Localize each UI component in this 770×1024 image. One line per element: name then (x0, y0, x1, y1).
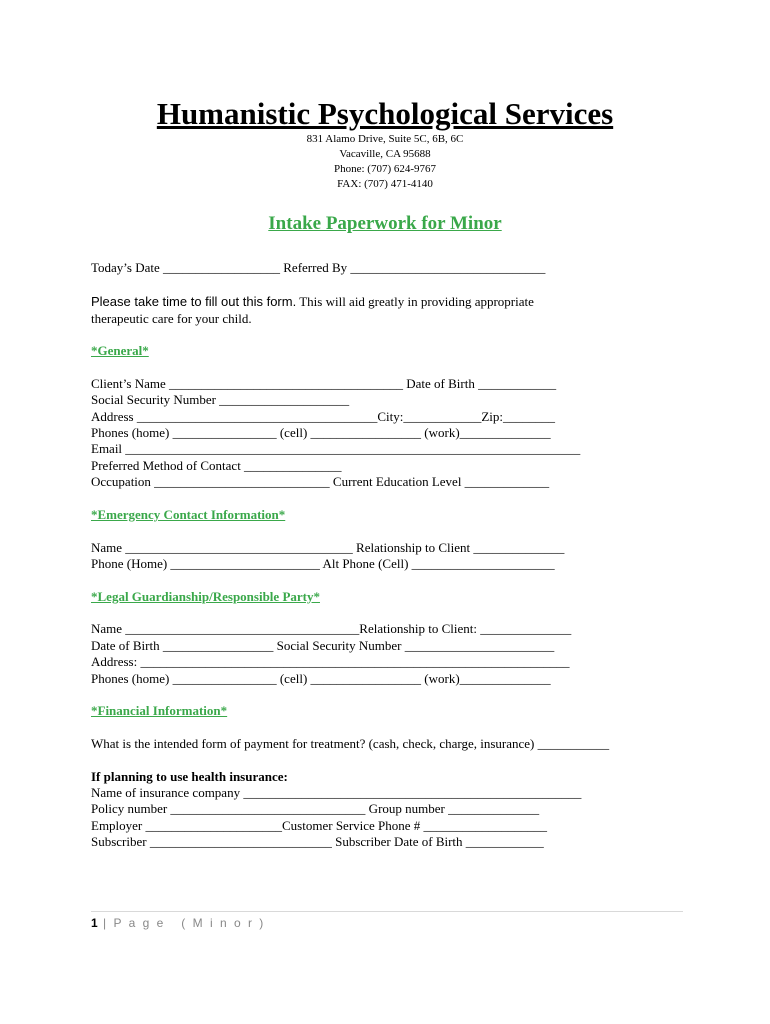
policy-number-field[interactable]: Policy number ______________________________ Group number ______________ (91, 801, 540, 816)
intro-line-2: therapeutic care for your child. (91, 311, 252, 326)
address-field[interactable]: Address _____________________________________City:____________Zip:________ (91, 409, 556, 424)
page-number: 1 (91, 916, 98, 930)
page-title: Humanistic Psychological Services (156, 96, 614, 131)
ssn-field[interactable]: Social Security Number ____________________ (91, 392, 350, 407)
page-footer (91, 915, 265, 931)
occupation-field[interactable]: Occupation ___________________________ Current Education Level _____________ (91, 474, 550, 489)
emergency-phone-field[interactable]: Phone (Home) _______________________ Alt Phone (Cell) ______________________ (91, 556, 555, 571)
emergency-section-heading: *Emergency Contact Information* (91, 507, 286, 522)
intro-text-part1: Please take time to fill out this form. (91, 294, 297, 309)
phone-number: Phone: (707) 624-9767 (333, 163, 437, 175)
employer-field[interactable]: Employer _____________________Customer Service Phone # ___________________ (91, 818, 548, 833)
guardian-section-heading: *Legal Guardianship/Responsible Party* (91, 589, 320, 604)
general-section-heading: *General* (91, 343, 149, 358)
address-line-1: 831 Alamo Drive, Suite 5C, 6B, 6C (306, 133, 464, 145)
guardian-name-field[interactable]: Name ____________________________________Relationship to Client: ______________ (91, 621, 572, 636)
address-line-2: Vacaville, CA 95688 (339, 148, 431, 160)
footer-divider (91, 911, 683, 912)
page-label: | P a g e ( M i n o r ) (97, 916, 266, 930)
client-name-field[interactable]: Client’s Name ____________________________________ Date of Birth ____________ (91, 376, 557, 391)
intro-text-part2: This will aid greatly in providing appropriate (296, 294, 534, 309)
fax-number: FAX: (707) 471-4140 (337, 178, 433, 190)
guardian-address-field[interactable]: Address: __________________________________________________________________ (91, 654, 570, 669)
guardian-dob-field[interactable]: Date of Birth _________________ Social Security Number _______________________ (91, 638, 555, 653)
phones-field[interactable]: Phones (home) ________________ (cell) _________________ (work)______________ (91, 425, 551, 440)
financial-section-heading: *Financial Information* (91, 703, 228, 718)
insurance-company-field[interactable]: Name of insurance company ____________________________________________________ (91, 785, 582, 800)
payment-question-field[interactable]: What is the intended form of payment for treatment? (cash, check, charge, insurance) ___________ (91, 736, 610, 751)
todays-date-line[interactable]: Today’s Date __________________ Referred By ______________________________ (91, 260, 546, 275)
insurance-heading: If planning to use health insurance: (91, 769, 288, 784)
form-subtitle: Intake Paperwork for Minor (268, 213, 502, 234)
guardian-phones-field[interactable]: Phones (home) ________________ (cell) _________________ (work)______________ (91, 671, 551, 686)
email-field[interactable]: Email ______________________________________________________________________ (91, 441, 581, 456)
contact-method-field[interactable]: Preferred Method of Contact _______________ (91, 458, 342, 473)
subscriber-field[interactable]: Subscriber ____________________________ Subscriber Date of Birth ____________ (91, 834, 544, 849)
intro-line-1 (91, 294, 534, 310)
emergency-name-field[interactable]: Name ___________________________________ Relationship to Client ______________ (91, 540, 565, 555)
